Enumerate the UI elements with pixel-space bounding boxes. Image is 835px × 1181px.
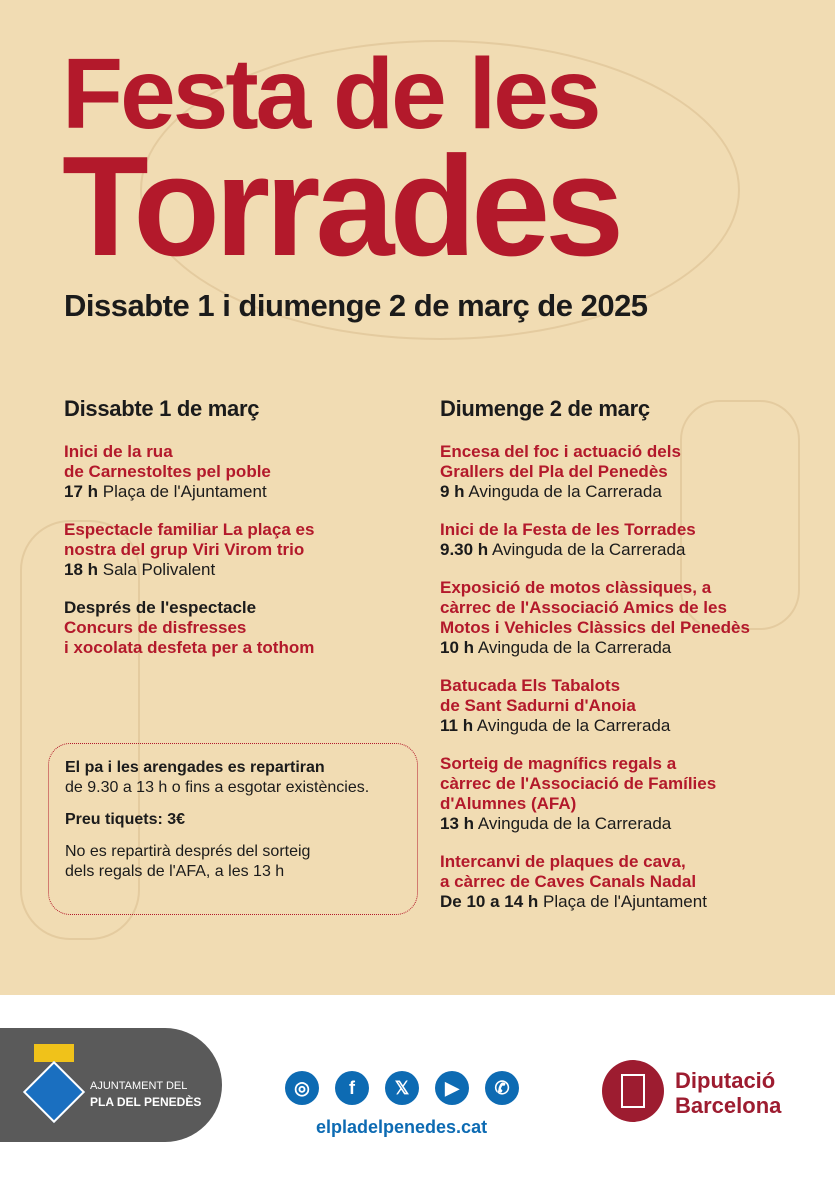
event-title: Intercanvi de plaques de cava, a càrrec de Caves Canals Nadal — [440, 852, 697, 891]
sunday-column — [440, 396, 820, 930]
event-time: 10 h — [440, 638, 475, 657]
event-time-place — [64, 560, 444, 580]
ajuntament-logo — [0, 1028, 222, 1142]
event-place: Avinguda de la Carrerada — [476, 716, 671, 735]
event-item — [440, 754, 820, 834]
diputacio-line2: Barcelona — [675, 1093, 782, 1118]
sunday-heading: Diumenge 2 de març — [440, 396, 650, 421]
ajuntament-line2: PLA DEL PENEDÈS — [90, 1095, 202, 1109]
coat-of-arms-icon — [621, 1074, 645, 1108]
diputacio-line1: Diputació — [675, 1068, 776, 1093]
event-pre: Després de l'espectacle — [64, 598, 257, 617]
social-links — [285, 1071, 519, 1105]
event-time-place — [64, 482, 444, 502]
event-title: Inici de la rua de Carnestoltes pel poble — [64, 442, 271, 481]
website-link[interactable]: elpladelpenedes.cat — [316, 1117, 488, 1137]
event-time-place — [440, 814, 820, 834]
instagram-icon[interactable]: ◎ — [285, 1071, 319, 1105]
event-item — [440, 676, 820, 736]
diputacio-text — [675, 1068, 781, 1118]
event-title: Espectacle familiar La plaça es nostra del grup Viri Virom trio — [64, 520, 315, 559]
event-item — [440, 578, 820, 658]
ajuntament-line1: AJUNTAMENT DEL — [90, 1080, 188, 1092]
event-time-place — [440, 892, 820, 912]
x-icon[interactable]: 𝕏 — [385, 1071, 419, 1105]
event-item — [440, 852, 820, 912]
saturday-column — [64, 396, 444, 676]
info-note2: dels regals de l'AFA, a les 13 h — [65, 863, 285, 880]
event-title: Batucada Els Tabalots de Sant Sadurni d'Anoia — [440, 676, 636, 715]
youtube-icon[interactable]: ▶ — [435, 1071, 469, 1105]
event-time: 13 h — [440, 814, 475, 833]
diputacio-logo — [602, 1060, 664, 1122]
event-title: Sorteig de magnífics regals a càrrec de l'Associació de Famílies d'Alumnes (AFA) — [440, 754, 717, 813]
info-line: de 9.30 a 13 h o fins a esgotar existències. — [65, 779, 370, 796]
event-time: 17 h — [64, 482, 99, 501]
event-time-place — [440, 716, 820, 736]
event-title: Encesa del foc i actuació dels Grallers del Pla del Penedès — [440, 442, 681, 481]
event-place: Avinguda de la Carrerada — [468, 482, 662, 501]
event-title: Inici de la Festa de les Torrades — [440, 520, 696, 539]
event-place: Avinguda de la Carrerada — [477, 814, 672, 833]
event-place: Avinguda de la Carrerada — [477, 638, 672, 657]
event-title: Exposició de motos clàssiques, a càrrec de l'Associació Amics de les Motos i Vehicles Clàssics del Penedès — [440, 578, 750, 637]
event-item — [440, 442, 820, 502]
event-place: Plaça de l'Ajuntament — [543, 892, 707, 911]
event-time-place — [440, 482, 820, 502]
crown-icon — [34, 1044, 74, 1062]
event-time-place — [440, 638, 820, 658]
event-item — [440, 520, 820, 560]
event-place: Plaça de l'Ajuntament — [102, 482, 267, 501]
event-place: Avinguda de la Carrerada — [492, 540, 686, 559]
event-time: 11 h — [440, 716, 474, 735]
shield-icon — [23, 1061, 85, 1123]
subtitle: Dissabte 1 i diumenge 2 de març de 2025 — [64, 288, 648, 323]
event-time: 9 h — [440, 482, 465, 501]
event-time: 9.30 h — [440, 540, 489, 559]
event-item — [64, 520, 444, 580]
info-note1: No es repartirà després del sorteig — [65, 843, 311, 860]
event-time: 18 h — [64, 560, 99, 579]
event-item — [64, 442, 444, 502]
event-item — [64, 598, 444, 658]
event-time: De 10 a 14 h — [440, 892, 539, 911]
info-bold: El pa i les arengades es repartiran — [65, 759, 325, 776]
info-box — [48, 743, 418, 915]
facebook-icon[interactable]: f — [335, 1071, 369, 1105]
info-price: Preu tiquets: 3€ — [65, 811, 186, 828]
event-time-place — [440, 540, 820, 560]
title-line2: Torrades — [62, 127, 620, 286]
whatsapp-icon[interactable]: ✆ — [485, 1071, 519, 1105]
title-line1: Festa de les — [62, 38, 599, 150]
saturday-heading: Dissabte 1 de març — [64, 396, 260, 421]
event-place: Sala Polivalent — [102, 560, 216, 579]
event-title: Concurs de disfresses i xocolata desfeta per a tothom — [64, 618, 315, 657]
